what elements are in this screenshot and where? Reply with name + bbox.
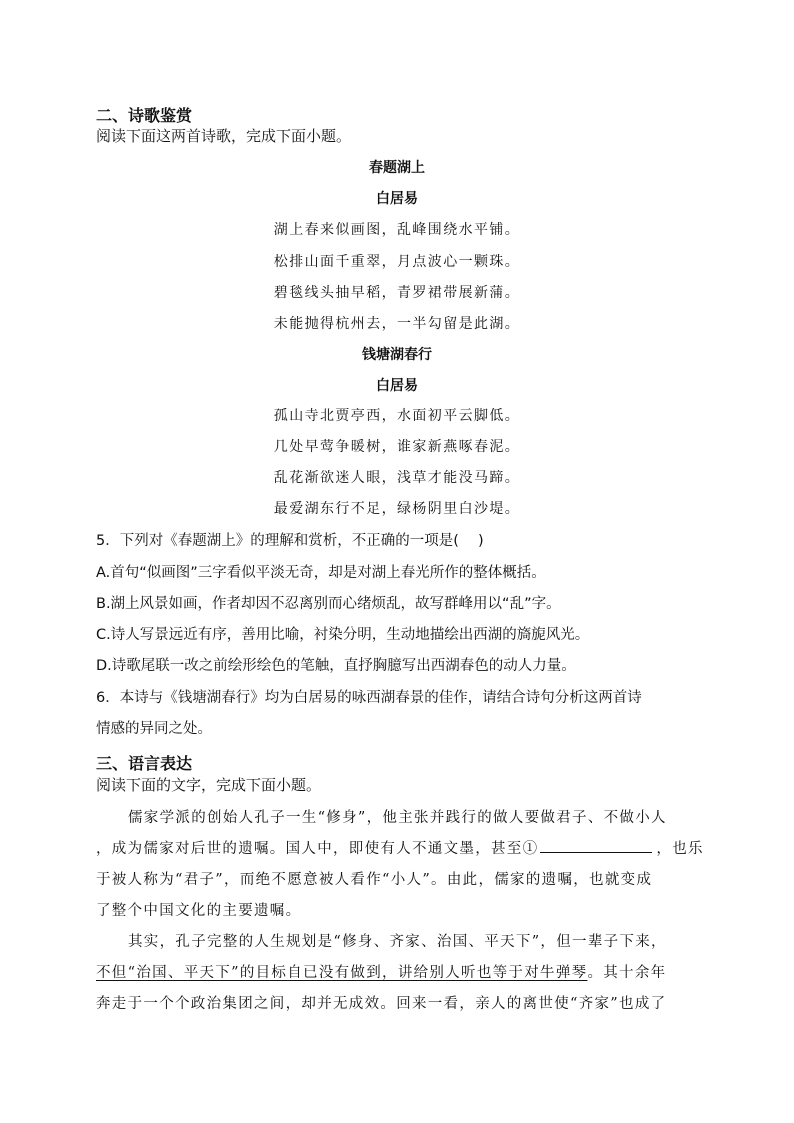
poem2-author: 白居易 <box>376 378 418 394</box>
passage-text: ，也乐 <box>656 841 704 857</box>
poem1-line: 碧毯线头抽早稻，青罗裙带展新蒲。 <box>273 285 521 301</box>
poem2-line: 几处早莺争暖树，谁家新燕啄春泥。 <box>273 439 521 455</box>
poem2-line: 乱花渐欲迷人眼，浅草才能没马蹄。 <box>273 470 521 486</box>
underlined-sentence: 不但“治国、平天下”的目标自已没有做到，讲给别人听也等于对牛弹琴 <box>96 965 588 981</box>
question-5-stem: 5．下列对《春题湖上》的理解和赏析，不正确的一项是( ) <box>96 533 484 549</box>
answer-blank-1 <box>540 838 652 853</box>
passage-line: 儒家学派的创始人孔子一生“修身”，他主张并践行的做人要做君子、不做小人 <box>128 810 667 826</box>
passage-line: 其实，孔子完整的人生规划是“修身、齐家、治国、平天下”，但一辈子下来， <box>128 934 667 950</box>
question-5-option-a: A.首句“似画图”三字看似平淡无奇，却是对湖上春光所作的整体概括。 <box>96 565 546 581</box>
poem1-line: 松排山面千重翠，月点波心一颗珠。 <box>273 254 521 270</box>
passage-line <box>96 961 666 982</box>
passage-text: ，成为儒家对后世的遗嘱。国人中，即使有人不通文墨，甚至① <box>96 841 539 857</box>
passage-line <box>96 837 704 858</box>
section-instruction-language: 阅读下面的文字，完成下面小题。 <box>96 776 322 794</box>
poem2-line: 最爱湖东行不足，绿杨阴里白沙堤。 <box>273 501 521 517</box>
section-title-language: 三、语言表达 <box>96 754 193 773</box>
poem1-title: 春题湖上 <box>369 160 425 176</box>
section-instruction-poetry: 阅读下面这两首诗歌，完成下面小题。 <box>96 127 352 145</box>
question-6-line: 6．本诗与《钱塘湖春行》均为白居易的咏西湖春景的佳作，请结合诗句分析这两首诗 <box>96 690 642 706</box>
passage-line: 了整个中国文化的主要遗嘱。 <box>96 903 302 919</box>
poem1-author: 白居易 <box>376 191 418 207</box>
poem1-line: 湖上春来似画图，乱峰围绕水平铺。 <box>273 222 521 238</box>
question-6-line: 情感的异同之处。 <box>96 721 212 737</box>
passage-text: 。其十余年 <box>587 965 667 981</box>
passage-line: 于被人称为“君子”，而绝不愿意被人看作“小人”。由此，儒家的遗嘱，也就变成 <box>96 872 653 888</box>
poem2-line: 孤山寺北贾亭西，水面初平云脚低。 <box>273 408 521 424</box>
question-5-option-c: C.诗人写景远近有序，善用比喻，衬染分明，生动地描绘出西湖的旖旎风光。 <box>96 627 590 643</box>
section-title-poetry: 二、诗歌鉴赏 <box>96 106 193 125</box>
question-5-option-d: D.诗歌尾联一改之前绘形绘色的笔触，直抒胸臆写出西湖春色的动人力量。 <box>96 658 576 674</box>
poem1-line: 未能抛得杭州去，一半勾留是此湖。 <box>273 316 521 332</box>
poem2-title: 钱塘湖春行 <box>362 347 432 363</box>
question-5-option-b: B.湖上风景如画，作者却因不忍离别而心绪烦乱，故写群峰用以“乱”字。 <box>96 596 561 612</box>
passage-line: 奔走于一个个政治集团之间，却并无成效。回来一看，亲人的离世使“齐家”也成了 <box>96 996 667 1012</box>
